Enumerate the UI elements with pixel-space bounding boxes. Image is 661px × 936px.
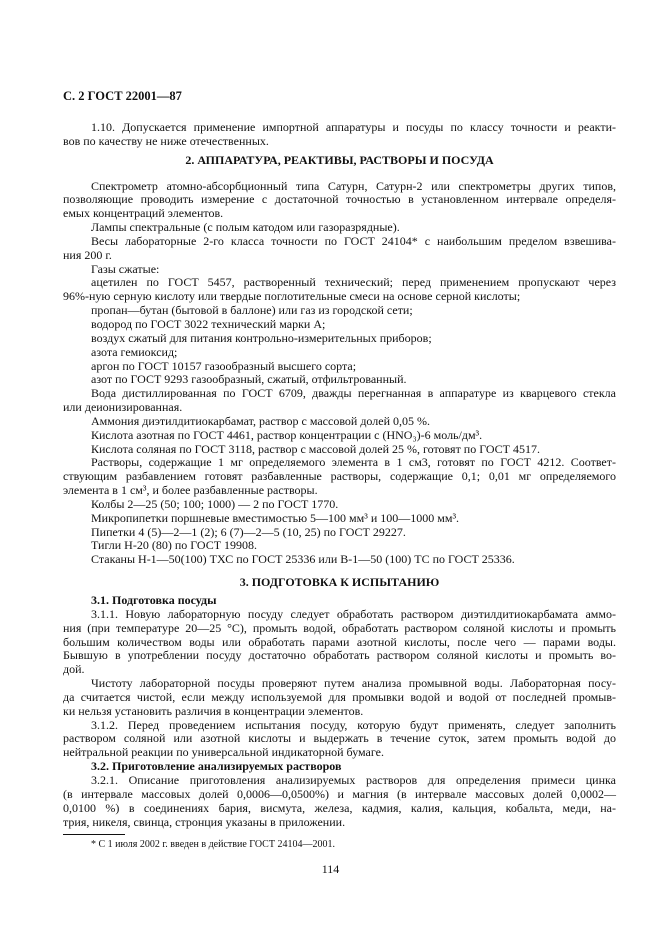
text-line: Весы лабораторные 2-го класса точности по ГОСТ 24104* с наибольшим пределом взвешива- [91,233,616,248]
text-line: ния 200 г. [63,247,112,262]
text-line: позволяющие проводить измерение с достаточной точностью в установленном интервале определя- [63,192,616,207]
text-line: Микропипетки поршневые вместимостью 5—100 мм³ и 100—1000 мм³. [91,510,460,525]
text-line: Бывшую в употреблении посуду достаточно обработать раствором соляной кислоты и промыть во- [63,648,616,663]
paragraph [63,180,616,222]
text-line: Газы сжатые: [91,261,160,276]
paragraph [63,318,616,332]
section-heading: 3. ПОДГОТОВКА К ИСПЫТАНИЮ [239,575,440,590]
text-line: 1.10. Допускается применение импортной аппаратуры и посуды по классу точности и реакти- [91,120,616,134]
footnote: * С 1 июля 2002 г. введен в действие ГОСТ 24104—2001. [91,839,335,850]
text-line: вов по качеству не ниже отечественных. [63,133,269,148]
text-line: азота гемиоксид; [91,344,178,359]
text-line: Лампы спектральные (с полым катодом или газоразрядные). [91,220,400,235]
text-line: ния (при температуре 20—25 °С), промыть водой, обработать раствором соляной кислоты и промыть [63,620,616,635]
text-line: Кислота соляная по ГОСТ 3118, раствор с массовой долей 25 %, готовят по ГОСТ 4517. [91,441,541,456]
text-line: Тигли Н-20 (80) по ГОСТ 19908. [91,538,258,553]
text-line: 3.1.1. Новую лабораторную посуду следует обработать раствором диэтилдитиокарбамата аммо- [91,606,616,621]
paragraph [63,539,616,553]
paragraph [63,332,616,346]
text-line: азот по ГОСТ 9293 газообразный, сжатый, отфильтрованный. [91,372,407,387]
text-line: дой. [63,662,85,677]
text-line: или деионизированная. [63,400,183,415]
paragraph [63,512,616,526]
footnote-divider [63,834,125,835]
text-line: Пипетки 4 (5)—2—1 (2); 6 (7)—2—5 (10, 25) по ГОСТ 29227. [91,524,406,539]
subsection-heading: 3.1. Подготовка посуды [91,593,217,607]
text-line: трия, никеля, свинца, стронция указаны в приложении. [63,814,346,829]
page-number: 114 [321,862,340,876]
text-line: емых концентраций элементов. [63,206,224,221]
text-line: 96%-ную серную кислоту или твердые поглотительные смеси на основе серной кислоты; [63,289,521,304]
paragraph [63,387,616,415]
text-line: воздух сжатый для питания контрольно-измерительных приборов; [91,330,432,345]
text-line: Спектрометр атомно-абсорбционный типа Сатурн, Сатурн-2 или спектрометры других типов, [91,178,616,193]
text-line: водород по ГОСТ 3022 технический марки А; [91,316,326,331]
paragraph [63,553,616,567]
paragraph [63,608,616,677]
paragraph [63,677,616,719]
text-line: 0,0100 %) в соединениях бария, висмута, железа, кадмия, калия, кальция, кобальта, меди, на- [63,800,616,815]
paragraph [63,526,616,540]
paragraph [63,221,616,235]
paragraph [63,456,616,498]
paragraph [63,304,616,318]
text-line: Колбы 2—25 (50; 100; 1000) — 2 по ГОСТ 1770. [91,496,339,511]
text-line: пропан—бутан (бытовой в баллоне) или газ из городской сети; [91,303,413,318]
paragraph [63,373,616,387]
text-line: ствующим разбавлением готовят разбавленные растворы, содержащие 0,1; 0,01 мг определяемого [63,469,616,484]
paragraph [63,429,616,443]
text-line: Растворы, содержащие 1 мг определяемого элемента в 1 см3, готовят по ГОСТ 4212. Соответ- [91,455,616,470]
text-line: раствором соляной или азотной кислоты и выдержать в течение суток, затем промыть водой до [63,731,616,746]
text-line: (в интервале массовых долей 0,0006—0,0500%) и магния (в интервале массовых долей 0,0002— [63,786,616,801]
text-line: Чистоту лабораторной посуды проверяют путем анализа промывной воды. Лабораторная посу- [91,676,616,691]
text-line: 3.1.2. Перед проведением испытания посуду, которую будут применять, следует заполнить [91,717,616,732]
paragraph [63,263,616,277]
paragraph [63,235,616,263]
paragraph [63,276,616,304]
text-line: ацетилен по ГОСТ 5457, растворенный технический; перед применением пропускают через [91,275,616,290]
text-line: 3.2.1. Описание приготовления анализируемых растворов для определения примеси цинка [91,772,616,787]
text-line: элемента в 1 см³, и более разбавленные растворы. [63,483,318,498]
section-heading: 2. АППАРАТУРА, РЕАКТИВЫ, РАСТВОРЫ И ПОСУДА [185,152,494,167]
subsection-heading: 3.2. Приготовление анализируемых растворов [91,759,342,774]
text-line: большим количеством воды или обработать парами азотной кислоты, после чего — парами воды. [63,634,616,649]
text-line: аргон по ГОСТ 10157 газообразный высшего сорта; [91,358,357,373]
text-line: Стаканы Н-1—50(100) ТХС по ГОСТ 25336 или В-1—50 (100) ТС по ГОСТ 25336. [91,552,515,567]
document-body [63,121,616,829]
text-line: ки нельзя установить различия в концентрации элементов. [63,703,364,718]
text-line: Кислота азотная по ГОСТ 4461, раствор концентрации c (HNO₃)-6 моль/дм³. [91,427,483,442]
paragraph [63,360,616,374]
paragraph [63,498,616,512]
paragraph [63,415,616,429]
page-header: С. 2 ГОСТ 22001—87 [63,89,182,103]
text-line: да считается чистой, если между используемой для промывки водой и водой от последней промыв- [63,689,616,704]
paragraph [63,346,616,360]
paragraph [63,121,616,149]
paragraph [63,443,616,457]
paragraph [63,719,616,761]
text-line: нейтральной реакции по универсальной индикаторной бумаге. [63,745,384,760]
text-line: Вода дистиллированная по ГОСТ 6709, дважды перегнанная в аппаратуре из кварцевого стекла [91,386,616,401]
text-line: Аммония диэтилдитиокарбамат, раствор с массовой долей 0,05 %. [91,413,430,428]
paragraph [63,774,616,829]
